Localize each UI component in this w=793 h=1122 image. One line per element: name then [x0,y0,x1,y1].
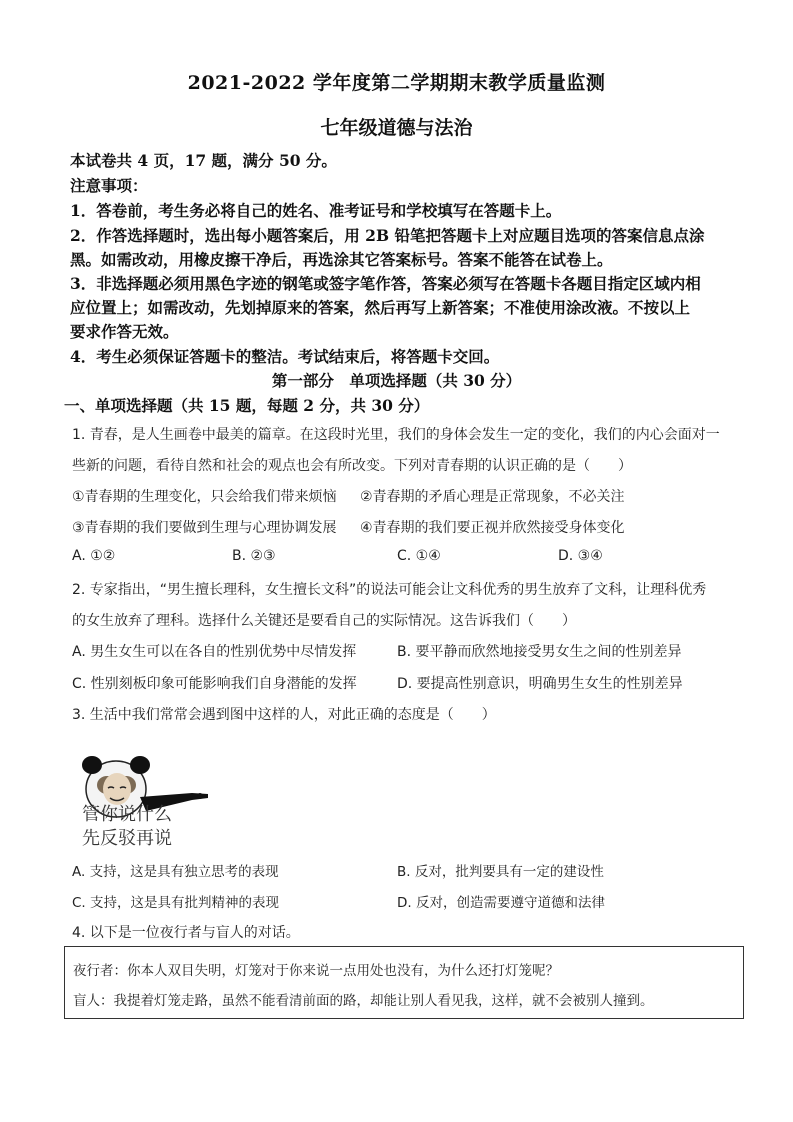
paper-summary: 本试卷共 4 页，17 题，满分 50 分。 [70,151,337,170]
q2-option-b: B. 要平静而欣然地接受男女生之间的性别差异 [397,644,682,660]
notice-line: 1．答卷前，考生务必将自己的姓名、准考证号和学校填写在答题卡上。 [70,201,562,220]
question-2-stem: 2. 专家指出，“男生擅长理科，女生擅长文科”的说法可能会让文科优秀的男生放弃了文科，让理科优秀 [72,582,707,598]
q2-option-d: D. 要提高性别意识，明确男生女生的性别差异 [397,676,683,692]
q1-option-a: A. ①② [72,548,116,564]
meme-caption-line2: 先反驳再说 [82,828,172,849]
dialogue-box [64,946,744,1019]
question-2-stem-cont: 的女生放弃了理科。选择什么关键还是要看自己的实际情况。这告诉我们（ ） [72,613,576,629]
section-heading: 一、单项选择题（共 15 题，每题 2 分，共 30 分） [64,396,430,415]
part-title: 第一部分 单项选择题（共 30 分） [271,371,522,390]
notice-line: 应位置上；如需改动，先划掉原来的答案，然后再写上新答案；不准使用涂改液。不按以上 [70,298,691,317]
notice-line: 黑。如需改动，用橡皮擦干净后，再选涂其它答案标号。答案不能答在试卷上。 [70,250,613,269]
notice-line: 要求作答无效。 [70,322,179,341]
q3-option-a: A. 支持，这是具有独立思考的表现 [72,864,279,880]
q3-option-d: D. 反对，创造需要遵守道德和法律 [397,895,605,911]
statement-1: ①青春期的生理变化，只会给我们带来烦恼 [72,489,337,505]
question-4-stem: 4. 以下是一位夜行者与盲人的对话。 [72,925,300,941]
notice-line: 3．非选择题必须用黑色字迹的钢笔或签字笔作答，答案必须写在答题卡各题目指定区域内相 [70,274,701,293]
dialogue-line-blind: 盲人：我提着灯笼走路，虽然不能看清前面的路，却能让别人看见我，这样，就不会被别人撞到。 [73,993,654,1009]
question-1-stem: 1. 青春，是人生画卷中最美的篇章。在这段时光里，我们的身体会发生一定的变化，我们的内心会面对一 [72,427,720,443]
q3-option-b: B. 反对，批判要具有一定的建设性 [397,864,604,880]
q2-option-c: C. 性别刻板印象可能影响我们自身潜能的发挥 [72,676,357,692]
exam-subject: 七年级道德与法治 [320,117,473,139]
q1-option-c: C. ①④ [397,548,441,564]
question-1-stem-cont: 些新的问题，看待自然和社会的观点也会有所改变。下列对青春期的认识正确的是（ ） [72,458,632,474]
notice-line: 2．作答选择题时，选出每小题答案后，用 2B 铅笔把答题卡上对应题目选项的答案信息点涂 [70,226,705,245]
notice-heading: 注意事项： [70,176,148,195]
dialogue-line-walker: 夜行者：你本人双目失明，灯笼对于你来说一点用处也没有，为什么还打灯笼呢？ [73,963,559,979]
q1-option-b: B. ②③ [232,548,276,564]
exam-title: 2021-2022 学年度第二学期期末教学质量监测 [187,72,606,94]
statement-3: ③青春期的我们要做到生理与心理协调发展 [72,520,337,536]
meme-caption-line1: 管你说什么 [82,804,172,825]
q1-option-d: D. ③④ [558,548,603,564]
question-3-stem: 3. 生活中我们常常会遇到图中这样的人，对此正确的态度是（ ） [72,707,496,723]
statement-2: ②青春期的矛盾心理是正常现象，不必关注 [360,489,625,505]
q2-option-a: A. 男生女生可以在各自的性别优势中尽情发挥 [72,644,357,660]
notice-line: 4．考生必须保证答题卡的整洁。考试结束后，将答题卡交回。 [70,347,500,366]
q3-option-c: C. 支持，这是具有批判精神的表现 [72,895,280,911]
statement-4: ④青春期的我们要正视并欣然接受身体变化 [360,520,625,536]
